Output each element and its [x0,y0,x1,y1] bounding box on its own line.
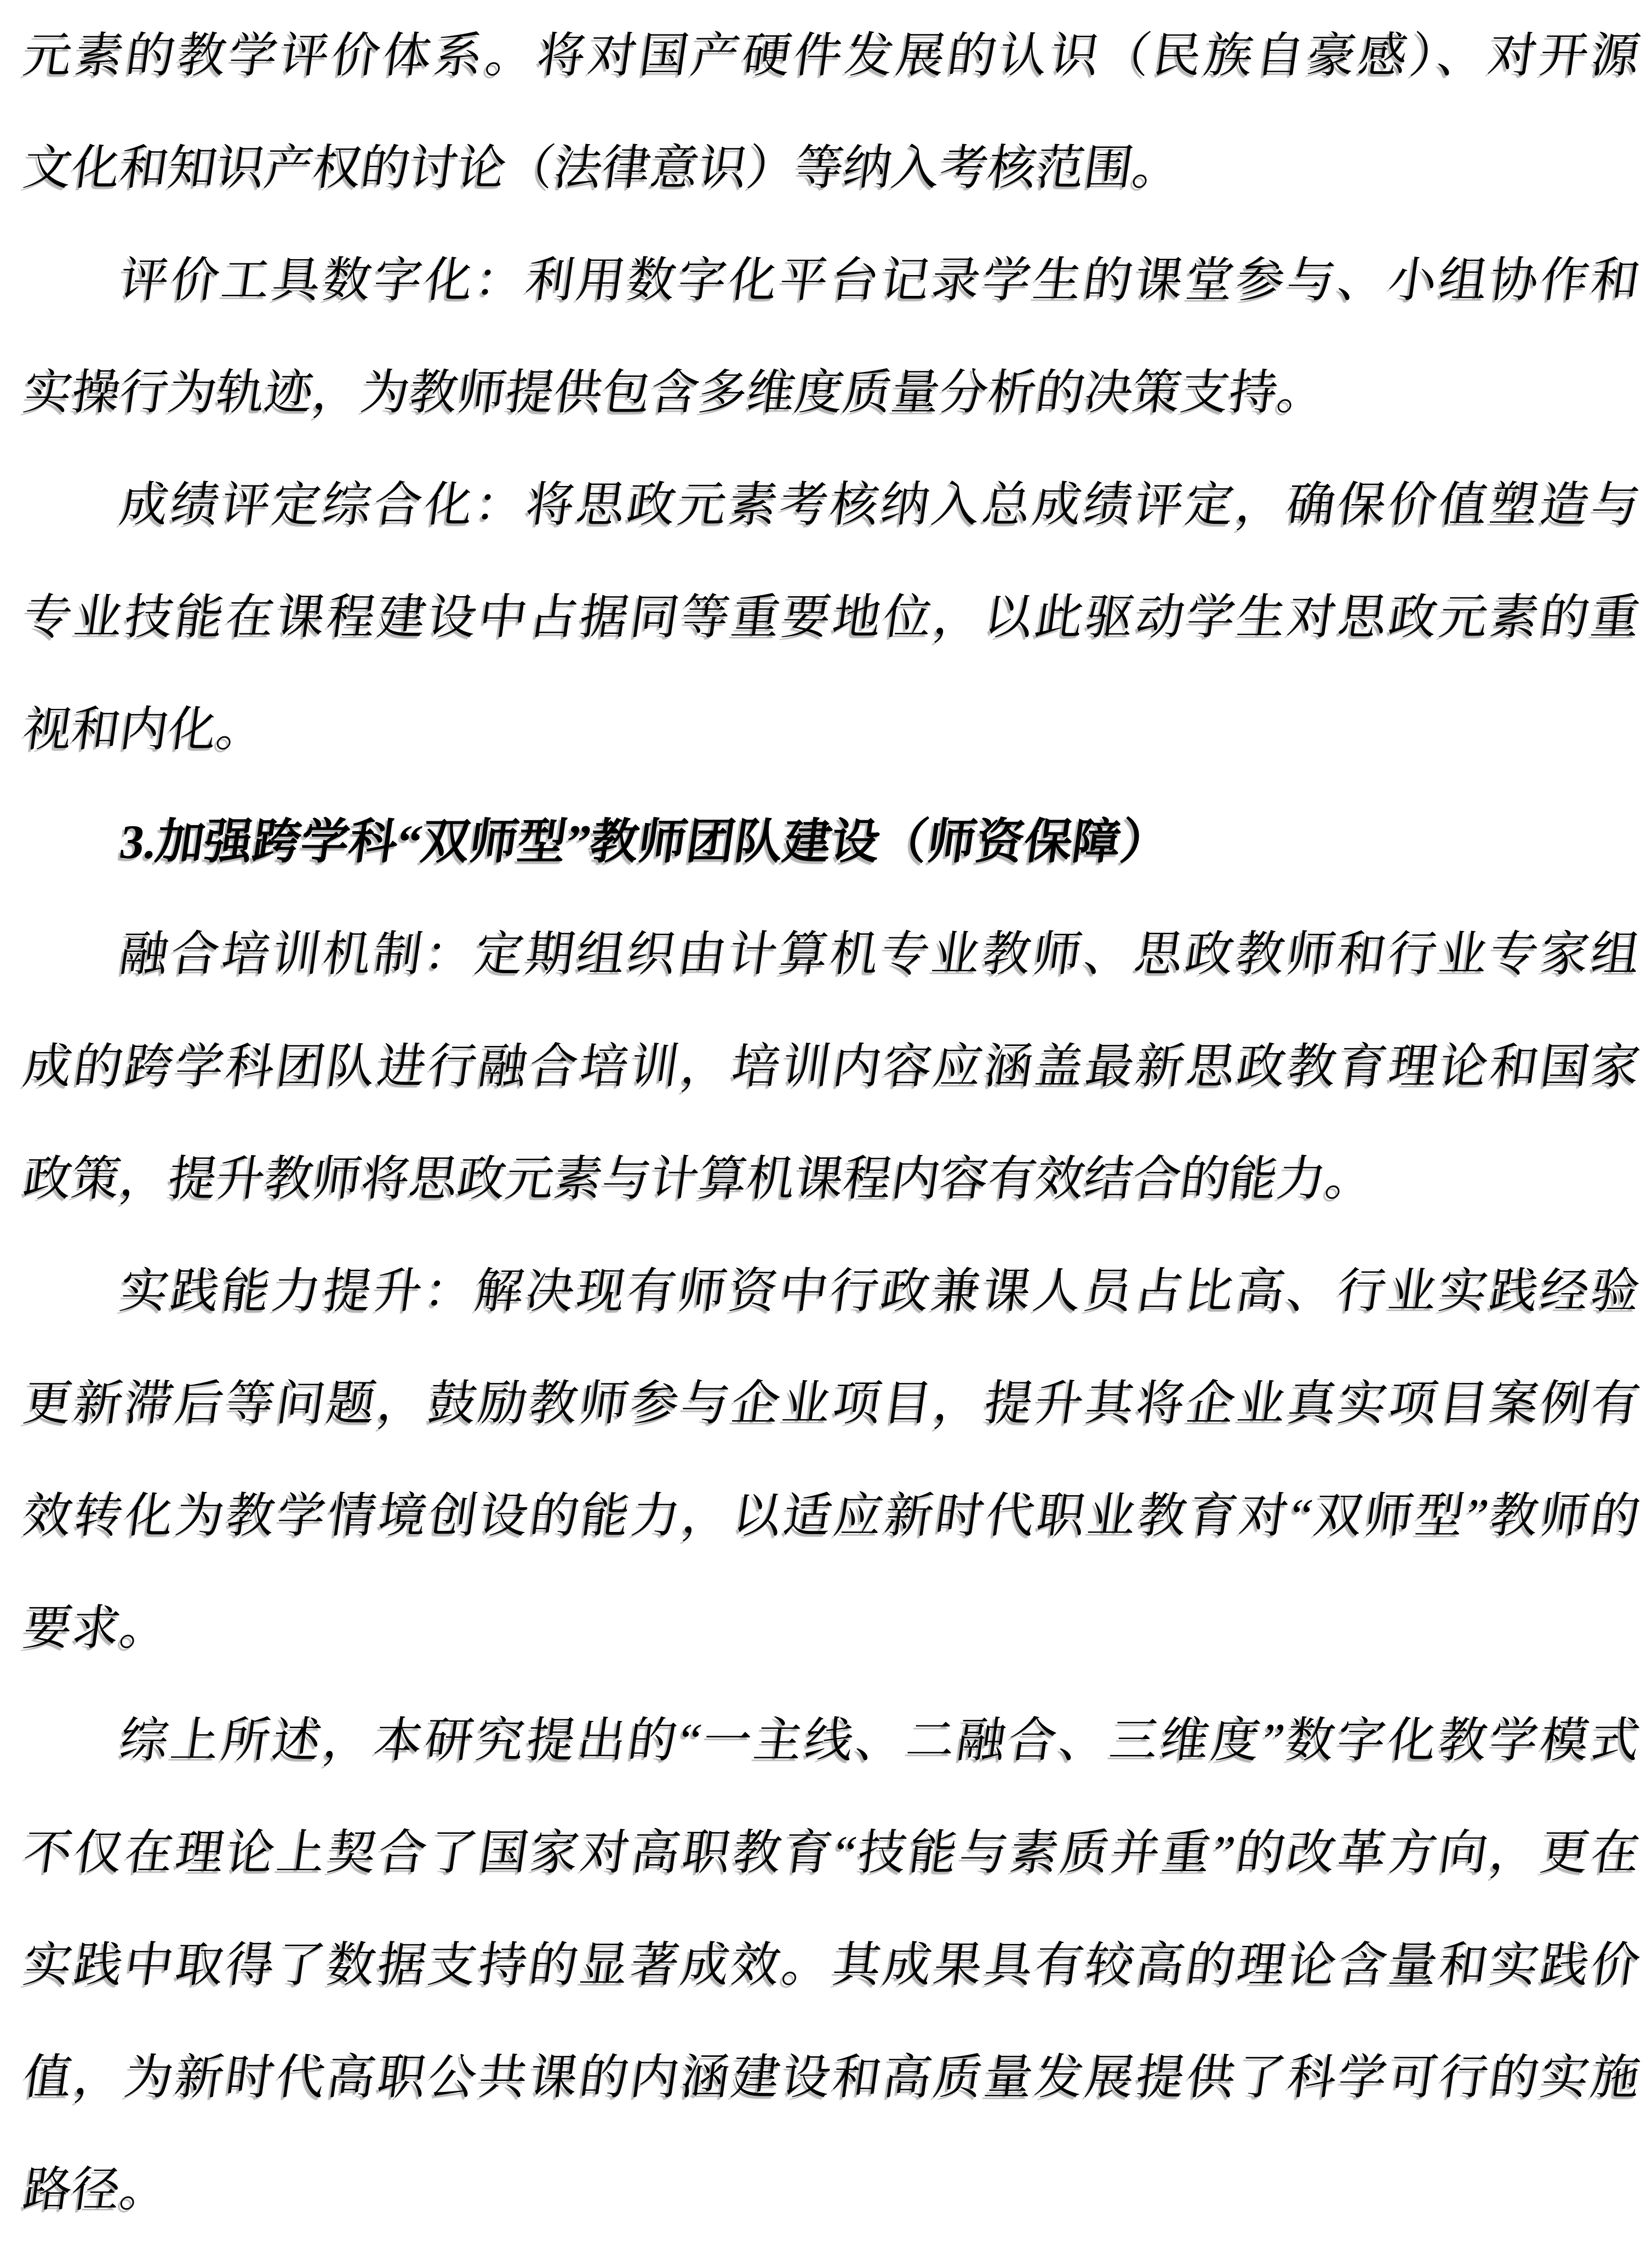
text-line: 路径。 [20,2164,173,2217]
text-line: 融合培训机制：定期组织由计算机专业教师、思政教师和行业专家组 [116,928,1644,981]
text-line: 专业技能在课程建设中占据同等重要地位，以此驱动学生对思政元素的重 [20,591,1644,644]
text-line: 成绩评定综合化：将思政元素考核纳入总成绩评定，确保价值塑造与 [116,479,1644,532]
heading-block [23,786,1639,899]
text-line: 实践能力提升：解决现有师资中行政兼课人员占比高、行业实践经验 [116,1265,1644,1318]
text-body [20,0,1644,2246]
text-line: 综上所述，本研究提出的“一主线、二融合、三维度”数字化教学模式 [116,1714,1644,1768]
text-line: 效转化为教学情境创设的能力，以适应新时代职业教育对“双师型”教师的 [20,1490,1644,1543]
text-line: 实操行为轨迹，为教师提供包含多维度质量分析的决策支持。 [20,367,1330,420]
paragraph-block [20,225,1644,449]
paragraph-block [20,449,1644,786]
text-line: 不仅在理论上契合了国家对高职教育“技能与素质并重”的改革方向，更在 [20,1827,1644,1880]
text-line: 视和内化。 [20,704,269,757]
text-line: 要求。 [20,1602,173,1655]
text-line: 实践中取得了数据支持的显著成效。其成果具有较高的理论含量和实践价 [20,1939,1644,1992]
text-line: 更新滞后等问题，鼓励教师参与企业项目，提升其将企业真实项目案例有 [20,1377,1644,1431]
text-line: 评价工具数字化：利用数字化平台记录学生的课堂参与、小组协作和 [116,254,1644,307]
paragraph-block [20,0,1644,225]
paragraph-block [20,899,1644,1236]
text-line: 政策，提升教师将思政元素与计算机课程内容有效结合的能力。 [20,1153,1378,1206]
paragraph-block [20,1685,1644,2246]
text-line: 成的跨学科团队进行融合培训，培训内容应涵盖最新思政教育理论和国家 [20,1040,1644,1094]
heading-line: 3.加强跨学科“双师型”教师团队建设（师资保障） [116,816,1173,869]
text-line: 元素的教学评价体系。将对国产硬件发展的认识（民族自豪感）、对开源 [20,30,1644,83]
paragraph-block [20,1236,1644,1685]
text-line: 文化和知识产权的讨论（法律意识）等纳入考核范围。 [20,142,1185,195]
text-line: 值，为新时代高职公共课的内涵建设和高质量发展提供了科学可行的实施 [20,2051,1644,2105]
